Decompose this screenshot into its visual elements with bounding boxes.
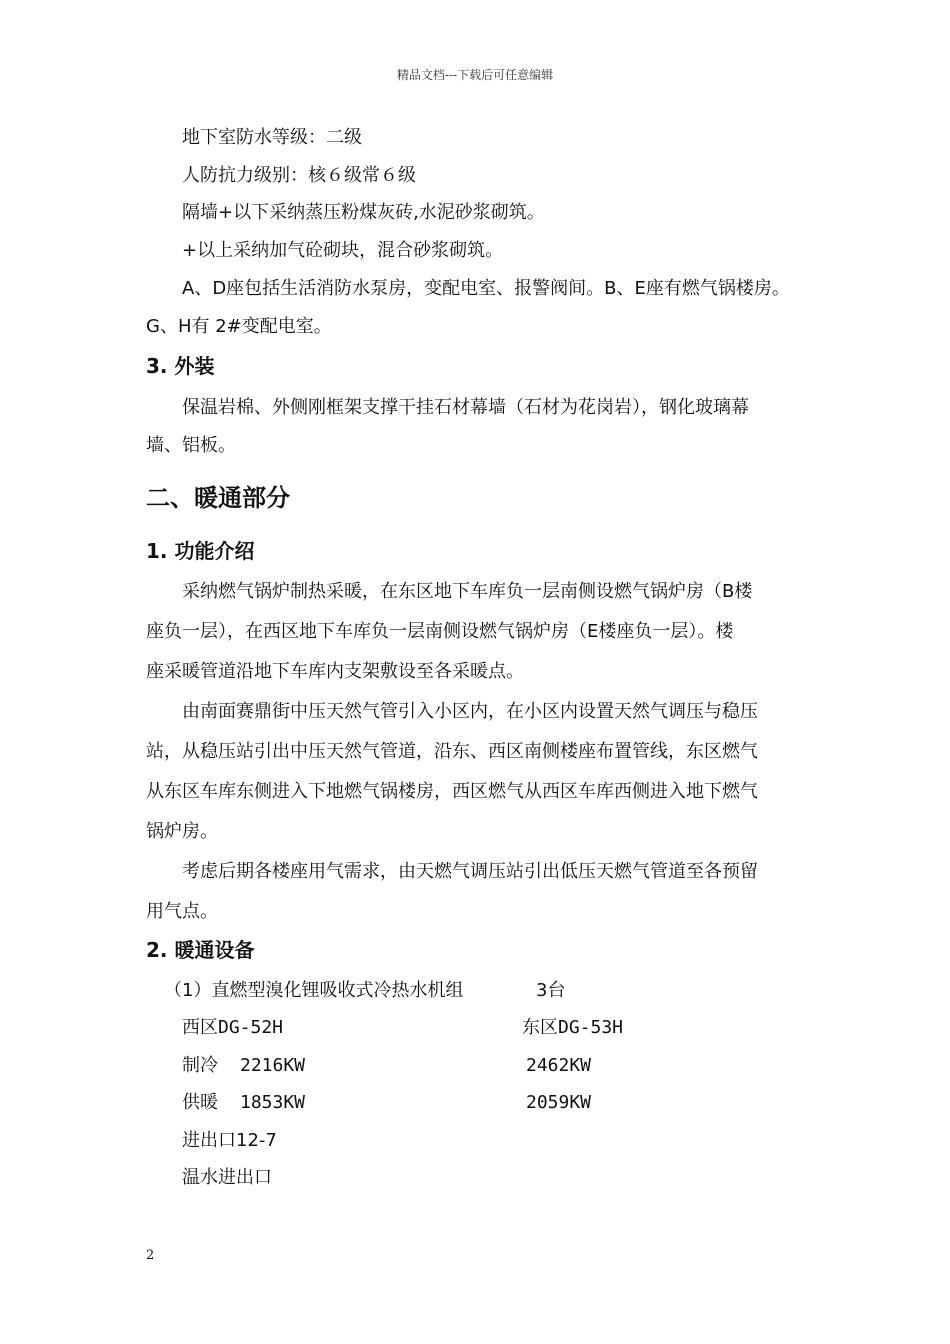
warm-water-line: 温水进出口 [182, 1167, 272, 1188]
civil-defense-line: 人防抗力级别：核６级常６级 [182, 165, 416, 186]
gas-para-line-2: 站，从稳压站引出中压天然气管道，沿东、西区南侧楼座布置管线，东区燃气 [146, 741, 758, 762]
cooling-east-value: 2462KW [526, 1055, 592, 1076]
gas-para-line-3: 从东区车库东侧进入下地燃气锅楼房，西区燃气从西区车库西侧进入地下燃气 [146, 781, 758, 802]
equipment-item-1: （1）直燃型溴化锂吸收式冷热水机组 [164, 980, 464, 1001]
building-rooms-line: A、D座包括生活消防水泵房，变配电室、报警阀间。B、E座有燃气锅楼房。 [182, 278, 790, 299]
heading-exterior: 3. 外装 [146, 354, 215, 378]
function-para-line-2: 座负一层），在西区地下车库负一层南侧设燃气锅炉房（E楼座负一层）。楼 [146, 621, 734, 642]
basement-waterproof-line: 地下室防水等级：二级 [182, 127, 362, 148]
heating-west-value: 1853KW [240, 1092, 306, 1113]
partition-above-line: +以上采纳加气砼砌块，混合砂浆砌筑。 [182, 240, 504, 261]
page-number: 2 [146, 1248, 155, 1263]
exterior-para-line-1: 保温岩棉、外侧刚框架支撑干挂石材幕墙（石材为花岗岩），钢化玻璃幕 [182, 397, 749, 418]
west-model: 西区DG-52H [182, 1017, 284, 1038]
heating-label: 供暖 [182, 1092, 218, 1113]
heating-east-value: 2059KW [526, 1092, 592, 1113]
gas-para-line-1: 由南面赛鼎街中压天然气管引入小区内，在小区内设置天然气调压与稳压 [182, 701, 758, 722]
east-model: 东区DG-53H [522, 1017, 624, 1038]
function-para-line-3: 座采暖管道沿地下车库内支架敷设至各采暖点。 [146, 661, 524, 682]
cooling-west-value: 2216KW [240, 1055, 306, 1076]
gas-para-line-4: 锅炉房。 [146, 821, 218, 842]
future-gas-line-2: 用气点。 [146, 901, 218, 922]
heading-function: 1. 功能介绍 [146, 539, 255, 563]
building-rooms-line-cont: G、H有 2#变配电室。 [146, 316, 332, 337]
partition-below-line: 隔墙+以下采纳蒸压粉煤灰砖,水泥砂浆砌筑。 [182, 202, 545, 223]
heading-equipment: 2. 暖通设备 [146, 938, 255, 962]
equipment-item-1-qty: 3台 [536, 980, 566, 1001]
cooling-label: 制冷 [182, 1055, 218, 1076]
page-header: 精品文档---下载后可任意编辑 [396, 68, 554, 82]
inlet-outlet-line: 进出口12-7 [182, 1130, 277, 1151]
future-gas-line-1: 考虑后期各楼座用气需求，由天燃气调压站引出低压天燃气管道至各预留 [182, 861, 758, 882]
section-heading-hvac: 二、暖通部分 [146, 484, 290, 512]
exterior-para-line-2: 墙、铝板。 [146, 435, 236, 456]
function-para-line-1: 采纳燃气锅炉制热采暖，在东区地下车库负一层南侧设燃气锅炉房（B楼 [182, 581, 753, 602]
